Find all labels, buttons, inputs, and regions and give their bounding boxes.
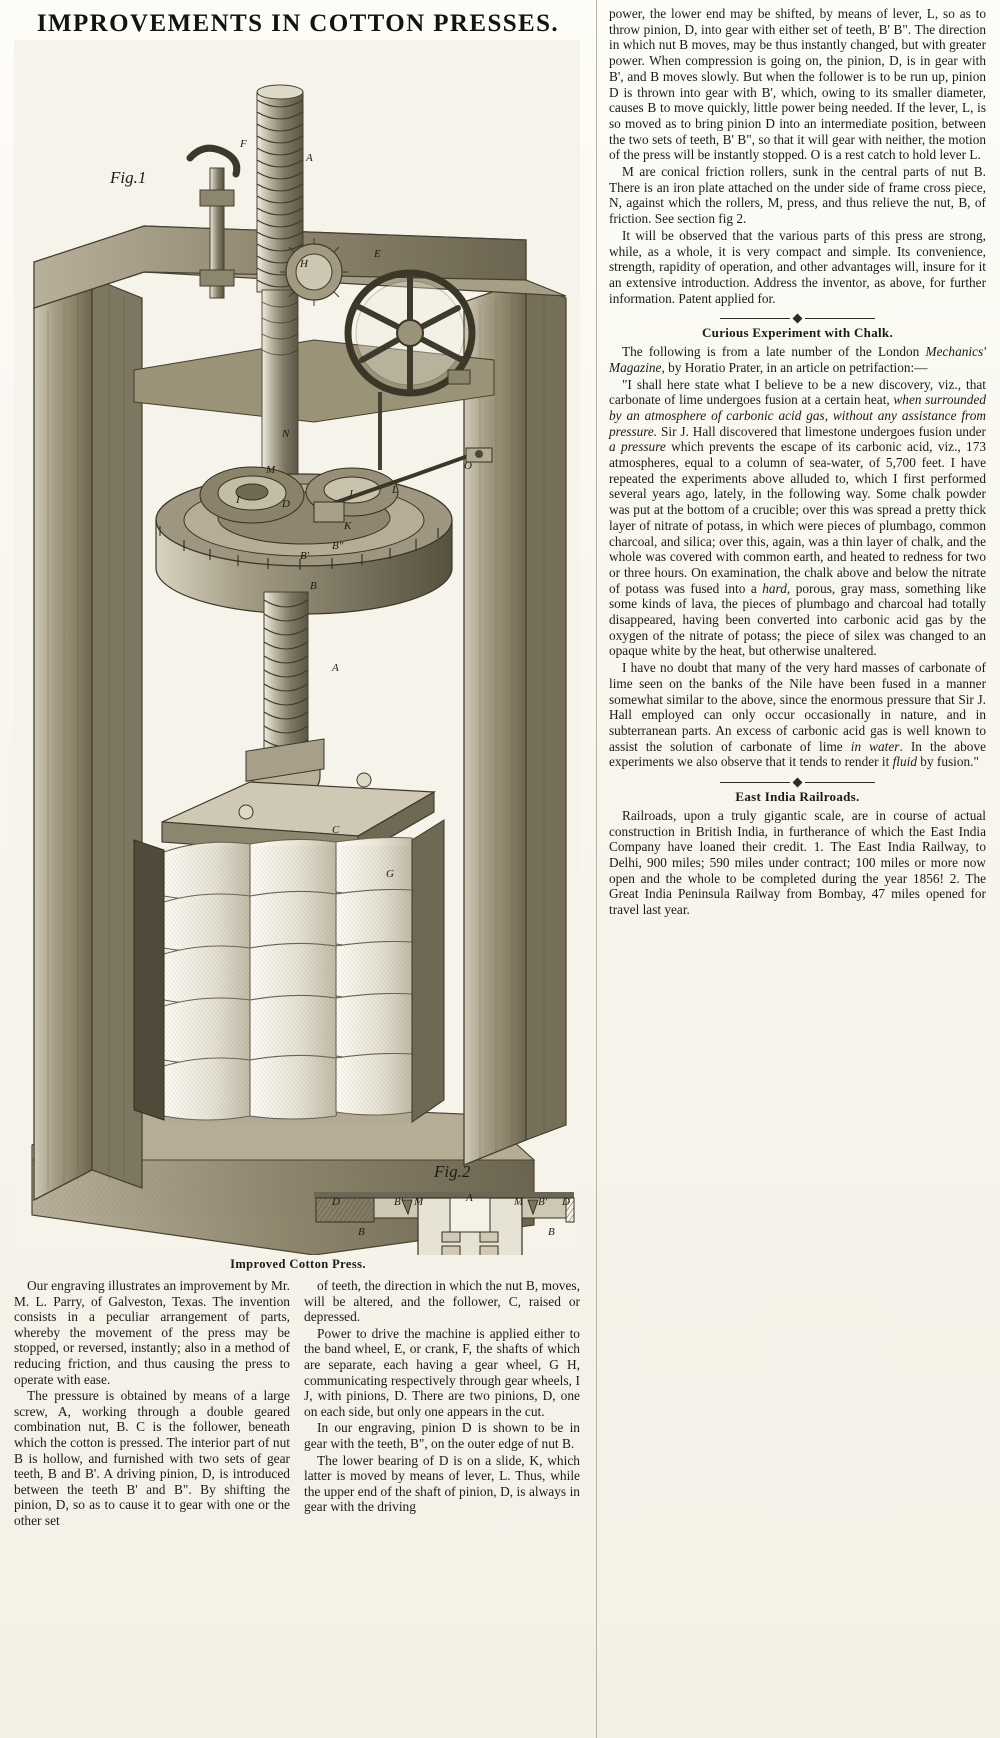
paragraph: In our engraving, pinion D is shown to be in gear with the teeth, B", on the outer edge of nut B. bbox=[304, 1420, 580, 1451]
label-I: I bbox=[236, 494, 240, 506]
paragraph: It will be observed that the various parts of this press are strong, while, as a whole, it is very compact and simple. Its convenience, strength, rapidity of operation, and other advantages will, insure for it an extensive introduction. Address the inventor, as above, for further information. Patent applied for. bbox=[609, 227, 986, 306]
label-G: G bbox=[386, 868, 394, 880]
label-N: N bbox=[282, 428, 290, 440]
text-run: "I shall here state what I believe to be a new discovery, viz., that carbonate of lime undergoes fusion at a certain heat, bbox=[609, 376, 986, 408]
label-D: D bbox=[282, 498, 290, 510]
magazine-name: Mechanics' Magazine bbox=[609, 344, 986, 375]
paragraph: of teeth, the direction in which the nut B, moves, will be altered, and the follower, C, raised or depressed. bbox=[304, 1278, 580, 1325]
fig2-label-D-left: D bbox=[332, 1196, 340, 1208]
label-B: B bbox=[310, 580, 317, 592]
fig2-label-B-right: B bbox=[548, 1226, 555, 1238]
emphasis: when surrounded by an atmosphere of carbonic acid gas, without any assistance from pressure. bbox=[609, 392, 987, 439]
label-F: F bbox=[240, 138, 247, 150]
cotton-bales bbox=[164, 820, 444, 1122]
fig2-label-Bp-left: B' bbox=[394, 1196, 404, 1208]
fig2-label-Bp-right: B' bbox=[538, 1196, 548, 1208]
section-title-railroads: East India Railroads. bbox=[735, 788, 860, 804]
label-B-dprime: B" bbox=[332, 540, 344, 552]
label-M: M bbox=[266, 464, 276, 476]
text-run: by fusion." bbox=[916, 754, 979, 770]
paragraph bbox=[609, 377, 986, 660]
emphasis: a pressure bbox=[609, 439, 666, 455]
label-A-top: A bbox=[306, 152, 313, 164]
right-column bbox=[596, 0, 1000, 1738]
ornamental-divider bbox=[609, 313, 986, 322]
section-title-chalk: Curious Experiment with Chalk. bbox=[701, 325, 894, 341]
nut-B bbox=[156, 448, 492, 614]
paragraph: Railroads, upon a truly gigantic scale, are in course of actual construction in British India, in furtherance of which the East India Company have loaned their credit. 1. The East India Railway, to Delhi, 900 miles; 590 miles under contract; 100 miles or more now open and the whole to be completed during the year 1856! 2. The Great India Peninsula Railway from Bombay, 47 miles opened for travel last year. bbox=[609, 807, 986, 918]
label-K: K bbox=[344, 520, 352, 532]
label-B-prime: B' bbox=[300, 550, 310, 562]
fig2-label-M-left: M bbox=[414, 1196, 424, 1208]
text-run: . In the above experiments we also observe that it tends to render it bbox=[609, 738, 986, 770]
label-H: H bbox=[300, 258, 308, 270]
text-run: which prevents the escape of its carbonic acid, viz., 173 atmospheres, equal to a column of sea-water, of 5,700 feet. I have repeated the experiments above alluded to, which I first performed several years ago, lately, in the following way. Some chalk powder was put at the bottom of a crucible; over this was spread a pretty thick layer of nitrate of potass, in which were pieces of plumbago, common charcoal, and silica; over this, again, was a thin layer of chalk, and the whole was covered with common earth, and heated to redness for two or three hours. On examination, the chalk above and below the nitrate of potass was fused into a bbox=[609, 439, 986, 596]
paragraph: M are conical friction rollers, sunk in the central parts of nut B. There is an iron plate attached on the under side of frame cross piece, N, against which the rollers, M, press, and thus relieve the nut, B, of friction. See section fig 2. bbox=[609, 164, 986, 227]
paragraph: The pressure is obtained by means of a large screw, A, working through a double geared combination nut, B. C is the follower, beneath which the cotton is pressed. The interior part of nut B is hollow, and furnished with two sets of gear teeth, B and B'. A driving pinion, D, is introduced between the teeth B' and B". By shifting the pinion, D, so as to cause it to gear with one or the other set bbox=[14, 1388, 290, 1528]
fig2-label-M-right: M bbox=[514, 1196, 524, 1208]
left-body-columns bbox=[14, 1278, 580, 1530]
text-run: I have no doubt that many of the very hard masses of carbonate of lime seen on the banks of the Nile have been fused in a manner somewhat similar to the above, since the enormous pressure that Sir J. Hall employed can only occur occasionally in nature, and in subterranean parts. An excess of carbonic acid gas is well known to assist the solution of carbonate of lime bbox=[609, 660, 986, 754]
text-run: , porous, gray mass, something like some kinds of lava, the pieces of plumbago and charcoal had totally disappeared, having been converted into carbonic acid gas by the oxygen of the nitrate of potass; the piece of silex was changed to an opaque white by the heat, but otherwise unaltered. bbox=[609, 580, 986, 659]
engraving-illustration bbox=[14, 40, 580, 1255]
paragraph bbox=[609, 344, 986, 375]
text-run: , by Horatio Prater, in an article on petrifaction:— bbox=[661, 359, 928, 375]
paragraph: Our engraving illustrates an improvement by Mr. M. L. Parry, of Galveston, Texas. The invention consists in a peculiar arrangement of parts, whereby the movement of the press may be stopped, or reversed, instantly; also in a method of reducing friction, and thus causing the press to operate with ease. bbox=[14, 1278, 290, 1387]
label-E: E bbox=[374, 248, 381, 260]
left-text-col-1 bbox=[14, 1278, 290, 1530]
paragraph: Power to drive the machine is applied either to the band wheel, E, or crank, F, the shafts of which are separate, each having a gear wheel, G H, communicating respectively through gear wheels, I J, with pinions, D. There are two pinions, D, one on each side, but only one appears in the cut. bbox=[304, 1325, 580, 1419]
emphasis: hard bbox=[762, 580, 787, 596]
label-J: J bbox=[348, 488, 353, 500]
fig2-label-D-right: D bbox=[562, 1196, 570, 1208]
label-L: L bbox=[392, 484, 399, 496]
label-A-lower: A bbox=[332, 662, 339, 674]
text-run: The following is from a late number of the London bbox=[622, 344, 926, 360]
page-title: IMPROVEMENTS IN COTTON PRESSES. bbox=[36, 10, 560, 37]
gear-GH bbox=[280, 238, 348, 306]
fig2-label-A: A bbox=[466, 1192, 473, 1204]
label-O: O bbox=[464, 460, 472, 472]
label-C: C bbox=[332, 824, 340, 836]
left-text-col-2 bbox=[304, 1278, 580, 1530]
ornamental-divider bbox=[609, 777, 986, 786]
emphasis: fluid bbox=[892, 754, 917, 770]
fig2-label-B-left: B bbox=[358, 1226, 365, 1238]
paragraph bbox=[609, 660, 986, 770]
figure-caption: Improved Cotton Press. bbox=[230, 1257, 366, 1271]
emphasis: in water bbox=[850, 738, 900, 754]
fig2-label: Fig.2 bbox=[434, 1162, 471, 1181]
cotton-press-drawing bbox=[14, 40, 580, 1255]
fig1-label: Fig.1 bbox=[110, 168, 147, 187]
band-wheel-E bbox=[348, 273, 472, 470]
paragraph: The lower bearing of D is on a slide, K, which latter is moved by means of lever, L. Thus, while the upper end of the shaft of pinion, D, is always in gear with the driving bbox=[304, 1452, 580, 1515]
paragraph: power, the lower end may be shifted, by means of lever, L, so as to throw pinion, D, into gear with either set of teeth, B' B". The direction in which nut B moves, may be thus instantly changed, but with greater power. When compression is going on, the pinion, D, is in gear with B', and B moves slowly. But when the follower is to be run up, pinion D is thrown into gear with B', which, owing to its smaller diameter, causes B to move quickly, little power being needed. If the lever, L, is so moved as to bring pinion D into an intermediate position, between the two sets of teeth, B' B", so that it will gear with neither, the motion of the press will be instantly stopped. O is a rest catch to hold lever L. bbox=[609, 6, 986, 163]
text-run: Sir J. Hall discovered that limestone undergoes fusion under bbox=[657, 423, 986, 439]
